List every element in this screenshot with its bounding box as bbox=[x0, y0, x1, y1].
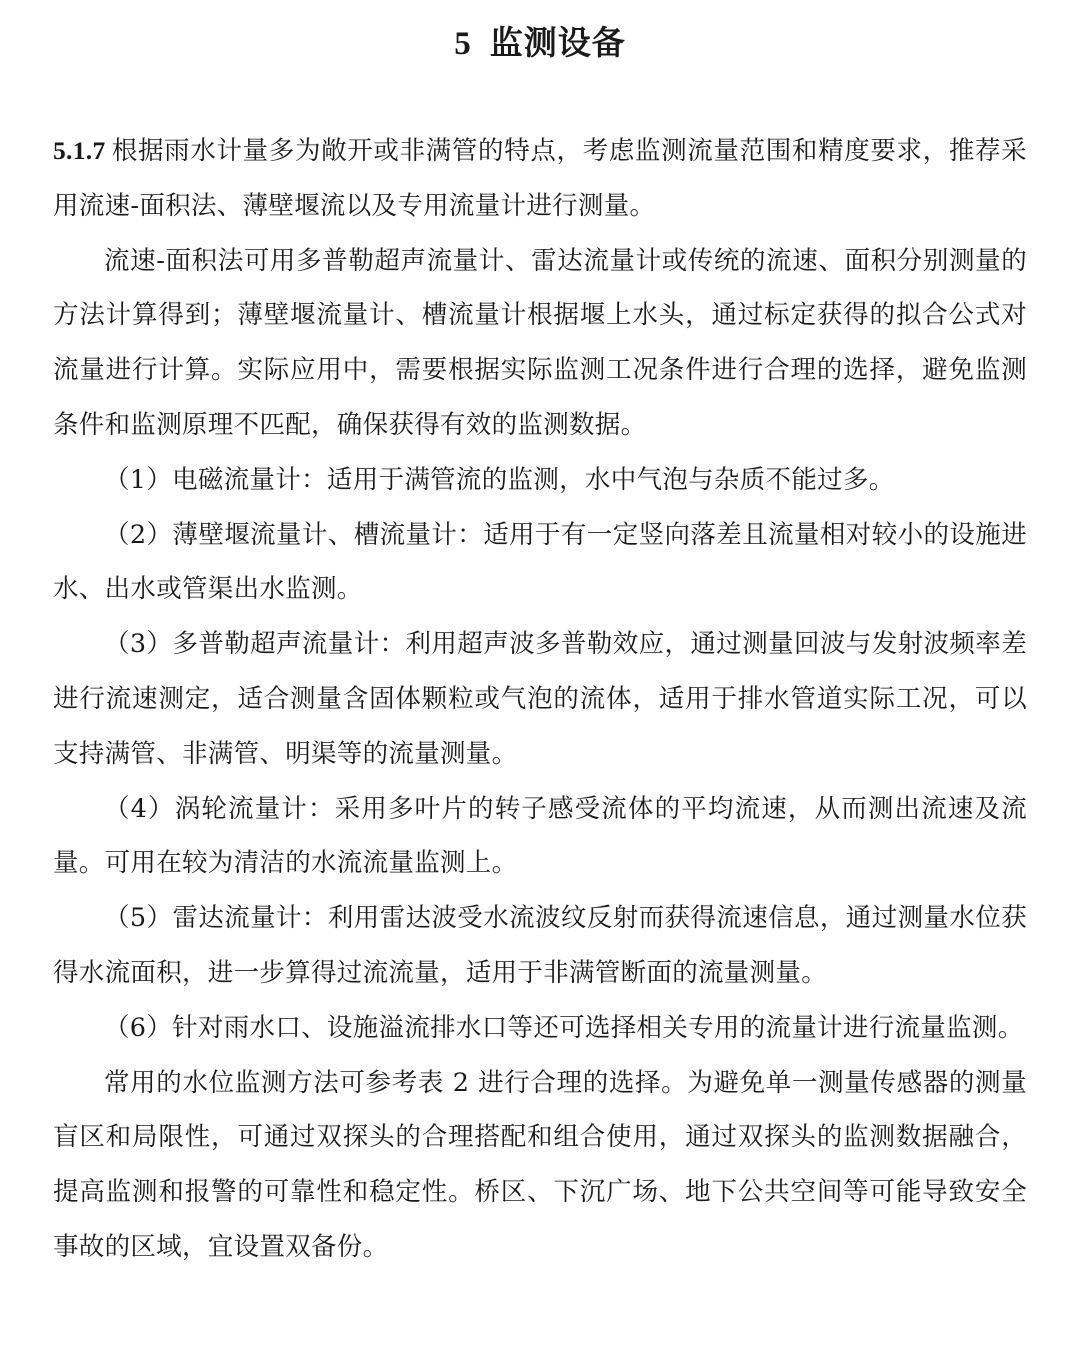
paragraph-method-overview: 流速-面积法可用多普勒超声流量计、雷达流量计或传统的流速、面积分别测量的方法计算得到；薄壁堰流量计、槽流量计根据堰上水头，通过标定获得的拟合公式对流量进行计算。实际应用中，需要根据实际监测工况条件进行合理的选择，避免监测条件和监测原理不匹配，确保获得有效的监测数据。 bbox=[53, 245, 1027, 440]
clause-paragraph bbox=[53, 124, 1027, 234]
list-item-weir-flowmeter: （2）薄壁堰流量计、槽流量计：适用于有一定竖向落差且流量相对较小的设施进水、出水或管渠出水监测。 bbox=[53, 519, 1027, 605]
chapter-heading bbox=[0, 18, 1080, 69]
clause-text: 根据雨水计量多为敞开或非满管的特点，考虑监测流量范围和精度要求，推荐采用流速-面积法、薄壁堰流以及专用流量计进行测量。 bbox=[53, 136, 1027, 221]
list-item-turbine-flowmeter: （4）涡轮流量计：采用多叶片的转子感受流体的平均流速，从而测出流速及流量。可用在较为清洁的水流流量监测上。 bbox=[53, 793, 1027, 879]
list-item-radar-flowmeter: （5）雷达流量计：利用雷达波受水流波纹反射而获得流速信息，通过测量水位获得水流面积，进一步算得过流流量，适用于非满管断面的流量测量。 bbox=[53, 903, 1027, 988]
document-body bbox=[53, 124, 1027, 1275]
paragraph-water-level-monitoring: 常用的水位监测方法可参考表 2 进行合理的选择。为避免单一测量传感器的测量盲区和局限性，可通过双探头的合理搭配和组合使用，通过双探头的监测数据融合，提高监测和报警的可靠性和稳定性。桥区、下沉广场、地下公共空间等可能导致安全事故的区域，宜设置双备份。 bbox=[53, 1067, 1027, 1262]
chapter-title: 监测设备 bbox=[489, 23, 626, 62]
clause-number: 5.1.7 bbox=[53, 136, 106, 165]
chapter-number: 5 bbox=[454, 26, 472, 62]
list-item-doppler-flowmeter: （3）多普勒超声流量计：利用超声波多普勒效应，通过测量回波与发射波频率差进行流速测定，适合测量含固体颗粒或气泡的流体，适用于排水管道实际工况，可以支持满管、非满管、明渠等的流量测量。 bbox=[53, 629, 1027, 769]
list-item-special-flowmeter: （6）针对雨水口、设施溢流排水口等还可选择相关专用的流量计进行流量监测。 bbox=[104, 1012, 1024, 1043]
list-item-electromagnetic-flowmeter: （1）电磁流量计：适用于满管流的监测，水中气泡与杂质不能过多。 bbox=[104, 464, 895, 495]
